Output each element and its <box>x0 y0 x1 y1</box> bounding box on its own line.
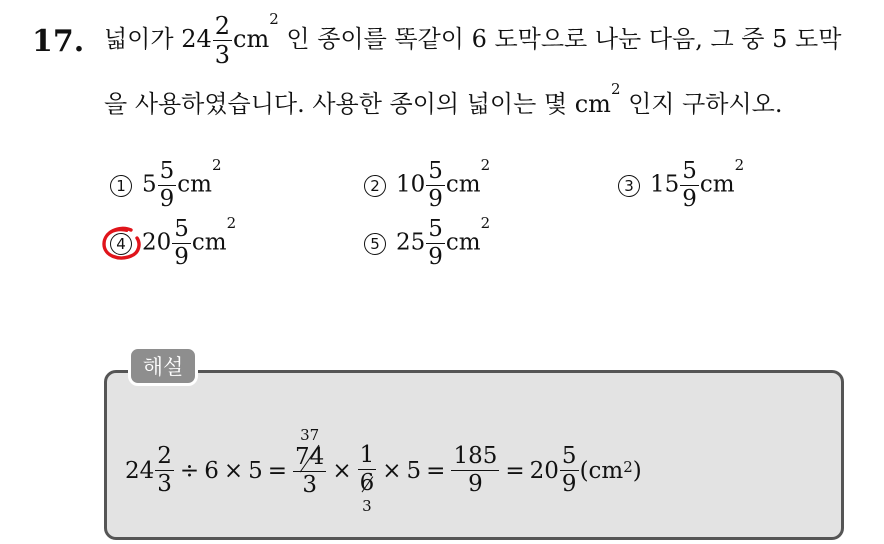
choice-4-den: 9 <box>174 244 189 270</box>
area-denominator: 3 <box>214 41 231 69</box>
sol-fraction-1 <box>155 445 174 496</box>
choice-4-exp: 2 <box>226 214 237 232</box>
equals-sign-1: = <box>267 457 288 484</box>
choice-1-fraction <box>158 160 177 211</box>
sol-fraction-2 <box>293 446 326 497</box>
sol-fraction-3-group <box>357 426 378 515</box>
sol-den-3: 6 <box>359 470 375 496</box>
choice-1-marker: 1 <box>110 175 132 197</box>
equals-sign-2: = <box>426 457 446 484</box>
equals-sign-3: = <box>505 457 525 484</box>
sol-unit: (cm <box>579 457 624 484</box>
sol-five-2: 5 <box>406 457 422 484</box>
choice-1-unit: cm <box>177 171 212 198</box>
choice-4-marker: 4 <box>110 233 132 255</box>
choice-3[interactable] <box>618 156 745 212</box>
sol-whole-5: 20 <box>529 457 559 484</box>
question-line-2 <box>104 80 783 119</box>
solution-equation <box>125 426 642 515</box>
sol-num-2-cancelled <box>295 446 324 469</box>
area-fraction <box>213 14 232 67</box>
choice-1-den: 9 <box>159 186 175 212</box>
choice-3-exp: 2 <box>734 156 745 174</box>
choice-5[interactable] <box>364 214 491 270</box>
choice-2-num: 5 <box>428 158 443 184</box>
sol-whole-1: 24 <box>125 457 155 484</box>
choice-3-unit: cm <box>699 171 735 198</box>
sol-den-4: 9 <box>468 471 483 497</box>
sol-den-5: 9 <box>561 471 577 497</box>
choice-2-unit: cm <box>445 171 481 198</box>
area-whole: 24 <box>181 25 212 53</box>
sol-six: 6 <box>204 457 219 484</box>
choice-5-marker: 5 <box>364 233 386 255</box>
question-number: 17. <box>32 24 85 59</box>
choice-2-exp: 2 <box>480 156 491 174</box>
sol-num-4: 185 <box>453 443 498 469</box>
sol-den-3-cancelled <box>360 472 375 495</box>
choice-3-fraction <box>680 160 699 211</box>
question-line-1 <box>104 10 842 69</box>
question-unit-2-exp: 2 <box>610 80 621 98</box>
choice-3-whole: 15 <box>650 171 680 198</box>
times-sign-3: × <box>382 457 402 484</box>
sol-num-1: 2 <box>157 443 172 469</box>
question-text-1a: 넓이가 <box>104 25 174 53</box>
cancel-result-3: 3 <box>362 497 372 515</box>
choice-1-exp: 2 <box>211 156 222 174</box>
sol-fraction-2-group <box>292 426 327 515</box>
cancel-result-37: 37 <box>300 426 320 444</box>
choice-3-den: 9 <box>682 186 697 212</box>
choice-4-unit: cm <box>191 229 227 256</box>
sol-den-2: 3 <box>302 472 317 498</box>
sol-num-2: 74 <box>295 444 325 470</box>
choice-2-den: 9 <box>428 186 443 212</box>
choice-4-whole: 20 <box>142 229 172 256</box>
sol-den-1: 3 <box>157 471 172 497</box>
question-text-2-end: 인지 구하시오. <box>628 90 783 118</box>
choice-2-whole: 10 <box>396 171 426 198</box>
choice-5-unit: cm <box>445 229 481 256</box>
question-text-2: 을 사용하였습니다. 사용한 종이의 넓이는 몇 <box>104 90 568 118</box>
choice-2-marker: 2 <box>364 175 386 197</box>
choice-4-fraction <box>172 218 191 269</box>
sol-fraction-5 <box>560 445 579 496</box>
times-sign-1: × <box>223 457 244 484</box>
divide-sign: ÷ <box>179 457 200 484</box>
sol-fraction-3 <box>358 444 377 495</box>
choice-4-num: 5 <box>174 216 189 242</box>
sol-five-1: 5 <box>248 457 263 484</box>
sol-unit-close: ) <box>632 457 642 484</box>
choice-5-exp: 2 <box>480 214 491 232</box>
question-unit-2: cm <box>574 90 611 118</box>
choice-5-whole: 25 <box>396 229 426 256</box>
times-sign-2: × <box>332 457 352 484</box>
sol-fraction-4 <box>451 445 499 496</box>
choice-2-fraction <box>426 160 445 211</box>
sol-unit-exp: 2 <box>623 457 633 476</box>
choice-3-marker: 3 <box>618 175 640 197</box>
choice-1-num: 5 <box>159 158 175 184</box>
sol-num-3: 1 <box>359 442 375 468</box>
solution-label: 해설 <box>128 346 198 386</box>
choice-5-den: 9 <box>428 244 443 270</box>
question-text-1b: 인 종이를 똑같이 6 도막으로 나눈 다음, 그 중 5 도막 <box>286 25 842 53</box>
choice-1-whole: 5 <box>142 171 157 198</box>
choice-3-num: 5 <box>682 158 697 184</box>
choice-5-num: 5 <box>428 216 443 242</box>
choice-5-fraction <box>426 218 445 269</box>
area-numerator: 2 <box>214 12 231 40</box>
answer-circle-mark <box>101 226 143 262</box>
sol-num-5: 5 <box>561 443 577 469</box>
choice-2[interactable] <box>364 156 491 212</box>
area-unit-exp: 2 <box>269 10 279 28</box>
choice-1[interactable] <box>110 156 222 212</box>
area-unit: cm <box>233 25 270 53</box>
